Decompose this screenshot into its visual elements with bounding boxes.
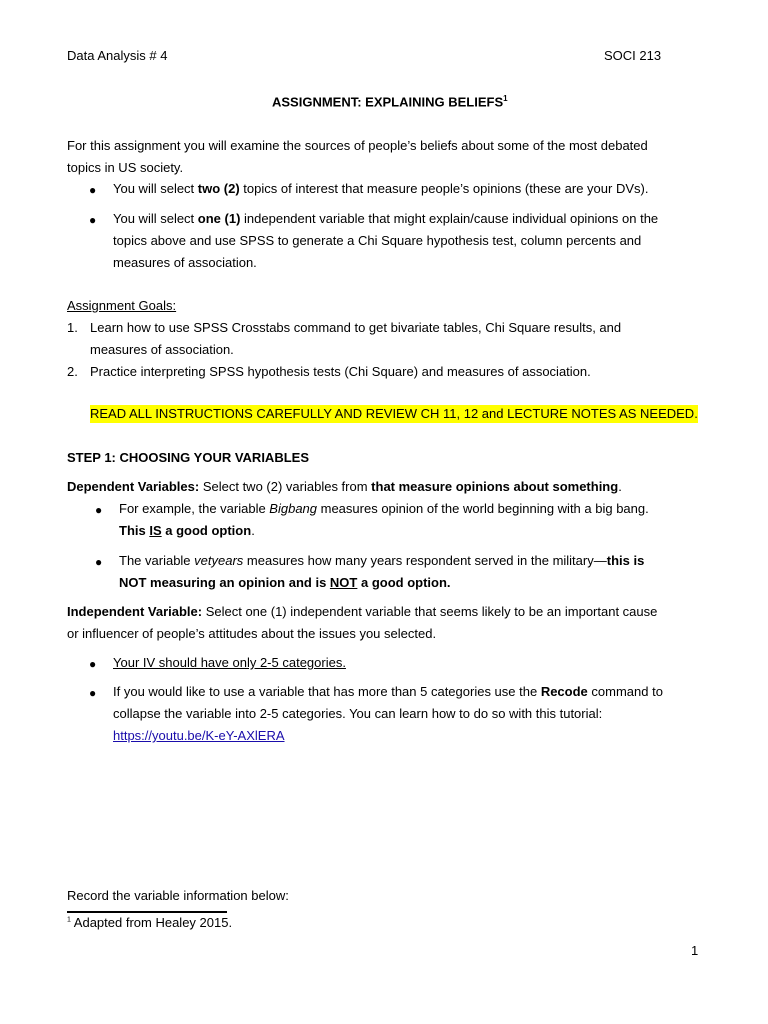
example-2-line-1 [119,550,644,572]
ex2-post: measures how many years respondent served in the military— [243,553,607,568]
iv-b2-pre: If you would like to use a variable that has more than 5 categories use the [113,684,541,699]
example-1-line-2 [119,520,255,542]
example-2-line-2 [119,572,451,594]
ex1-l2-end: . [251,523,255,538]
iv-b2-bold: Recode [540,684,588,699]
iv-b2-line-2: collapse the variable into 2-5 categories. You can learn how to do so with this tutorial: [113,706,603,721]
ex2-pre: The variable [119,553,195,568]
dv-text: Select two (2) variables from [199,479,372,494]
dv-paragraph [67,476,622,498]
ex1-l2-a: This [119,523,150,538]
intro-b1-post: topics of interest that measure people’s opinions (these are your DVs). [239,181,649,196]
ex1-italic: Bigbang [269,501,318,516]
bullet-icon: ● [95,555,103,569]
intro-b2-line-2: topics above and use SPSS to generate a Chi Square hypothesis test, column percents and [113,233,642,248]
iv-label: Independent Variable: [67,604,203,619]
bullet-icon: ● [95,503,103,517]
intro-b2-line-3: measures of association. [113,255,257,270]
dv-label: Dependent Variables: [67,479,200,494]
goals-heading: Assignment Goals: [67,298,177,313]
header-right: SOCI 213 [604,48,662,63]
header-left: Data Analysis # 4 [67,48,168,63]
iv-b2-post: command to [587,684,663,699]
goal-2: Practice interpreting SPSS hypothesis tests (Chi Square) and measures of association. [90,364,591,379]
ex2-l2-a: NOT measuring an opinion and is [119,575,330,590]
intro-b1-bold: two (2) [197,181,240,196]
dv-end: . [618,479,622,494]
title-footnote-mark: 1 [503,94,508,103]
step1-heading: STEP 1: CHOOSING YOUR VARIABLES [67,450,309,465]
iv-bullet-2 [113,681,663,703]
ex1-pre: For example, the variable [119,501,270,516]
iv-paragraph [67,601,657,623]
ex1-post: measures opinion of the world beginning with a big bang. [317,501,649,516]
goal-1-line-1: Learn how to use SPSS Crosstabs command to get bivariate tables, Chi Square results, and [90,320,622,335]
bullet-icon: ● [89,183,97,197]
intro-b2-bold: one (1) [197,211,241,226]
ex1-l2-is: IS [149,523,162,538]
footnote [67,915,232,930]
bullet-icon: ● [89,213,97,227]
goal-1-line-2: measures of association. [90,342,234,357]
bullet-icon: ● [89,657,97,671]
iv-bullet-1: Your IV should have only 2-5 categories. [113,655,346,670]
intro-bullet-2 [113,208,658,230]
page-title [272,94,508,109]
iv-line-2: or influencer of people’s attitudes about the issues you selected. [67,626,437,641]
dv-bold: that measure opinions about something [371,479,619,494]
intro-b2-pre: You will select [113,211,198,226]
intro-bullet-1 [113,178,648,200]
title-text: ASSIGNMENT: EXPLAINING BELIEFS [272,94,504,110]
page-number: 1 [691,943,699,958]
bullet-icon: ● [89,686,97,700]
tutorial-link[interactable]: https://youtu.be/K-eY-AXlERA [113,728,285,743]
example-1-line-1 [119,498,649,520]
iv-text: Select one (1) independent variable that seems likely to be an important cause [202,604,658,619]
ex1-l2-b: a good option [161,523,252,538]
ex2-italic: vetyears [194,553,244,568]
record-instruction: Record the variable information below: [67,888,289,903]
footnote-text: Adapted from Healey 2015. [70,915,233,930]
footnote-mark: 1 [67,916,71,924]
footnote-separator [67,911,227,913]
ex2-l2-b: a good option. [357,575,451,590]
highlighted-notice: READ ALL INSTRUCTIONS CAREFULLY AND REVIEW CH 11, 12 and LECTURE NOTES AS NEEDED. [90,406,698,421]
intro-b1-pre: You will select [113,181,198,196]
ex2-bold: this is [606,553,645,568]
intro-line-1: For this assignment you will examine the sources of people’s beliefs about some of the most debated [67,138,648,153]
goal-number-1: 1. [67,320,78,335]
goal-number-2: 2. [67,364,78,379]
intro-b2-post: independent variable that might explain/cause individual opinions on the [240,211,659,226]
intro-line-2: topics in US society. [67,160,184,175]
ex2-l2-not: NOT [329,575,358,590]
